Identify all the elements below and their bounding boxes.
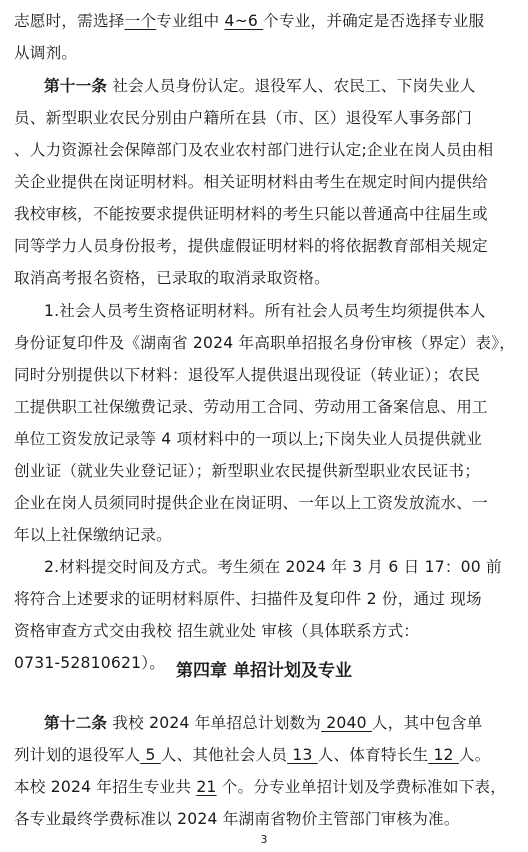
text-segment: 从调剂。 [14,44,78,62]
text-line [14,172,514,192]
underlined-value: 2040 [321,714,372,732]
text-segment: 2.材料提交时间及方式。考生须在 2024 年 3 月 6 日 17：00 前 [44,558,502,576]
text-segment: 各专业最终学费标准以 2024 年湖南省物价主管部门审核为准。 [14,810,460,828]
text-segment: 本校 2024 年招生专业共 [14,778,197,796]
underlined-value: 21 [196,778,217,796]
underlined-value: 4~6 [224,12,264,30]
text-line [14,745,514,765]
text-segment: 个专业，并确定是否选择专业服 [263,12,485,30]
text-segment: 员、新型职业农民分别由户籍所在县（市、区）退役军人事务部门 [14,109,473,127]
text-segment: 同等学力人员身份报考，提供虚假证明材料的将依据教育部相关规定 [14,237,488,255]
text-segment: 人、体育特长生 [317,746,429,764]
text-line [14,333,514,353]
text-line [14,525,514,545]
text-line [44,557,514,577]
text-line [44,76,514,96]
text-line [14,777,514,797]
text-segment: 专业组中 [156,12,225,30]
text-segment: 工提供职工社保缴费记录、劳动用工合同、劳动用工备案信息、用工 [14,398,488,416]
text-segment: 我校 2024 年单招总计划数为 [107,714,322,732]
text-segment: 身份证复印件及《湖南省 2024 年高职单招报名身份审核（界定）表》， [14,334,516,352]
text-segment: 我校审核，不能按要求提供证明材料的考生只能以普通高中往届生或 [14,205,488,223]
text-line [14,589,514,609]
text-segment: 1.社会人员考生资格证明材料。所有社会人员考生均须提供本人 [44,302,486,320]
text-segment: 0731-52810621）。 [14,654,166,672]
text-segment: 关企业提供在岗证明材料。相关证明材料由考生在规定时间内提供给 [14,173,488,191]
text-segment: 列计划的退役军人 [14,746,141,764]
article-label: 第十二条 [44,714,108,732]
text-segment: 人、其他社会人员 [160,746,288,764]
text-segment: 资格审查方式交由我校 招生就业处 审核（具体联系方式： [14,622,420,640]
underlined-value: 12 [428,746,459,764]
text-line [14,809,514,829]
text-segment: 创业证（就业失业登记证）；新型职业农民提供新型职业农民证书； [14,462,481,480]
underlined-value: 5 [140,746,161,764]
text-line [14,397,514,417]
text-segment: 志愿时，需选择 [14,12,125,30]
text-segment: 同时分别提供以下材料：退役军人提供退出现役证（转业证）；农民 [14,366,481,384]
text-segment: 年以上社保缴纳记录。 [14,526,172,544]
text-segment: 个。分专业单招计划及学费标准如下表， [216,778,507,796]
text-line [14,108,514,128]
text-segment: 社会人员身份认定。退役军人、农民工、下岗失业人 [107,77,476,95]
text-segment: 人，其中包含单 [371,714,483,732]
text-segment: 取消高考报名资格，已录取的取消录取资格。 [14,269,330,287]
text-segment: 、人力资源社会保障部门及农业农村部门进行认定;企业在岗人员由相 [14,141,494,159]
text-line [14,11,514,31]
text-line [14,493,514,513]
page-number: 3 [260,833,268,846]
text-line [14,140,514,160]
text-line [44,301,514,321]
chapter-heading: 第四章 单招计划及专业 [176,661,352,681]
text-line [14,43,514,63]
text-segment: 企业在岗人员须同时提供企业在岗证明、一年以上工资发放流水、一 [14,494,488,512]
text-line [14,461,514,481]
article-label: 第十一条 [44,77,108,95]
underlined-value: 一个 [124,12,157,30]
text-line [14,204,514,224]
text-segment: 人。 [458,746,491,764]
text-line [14,621,514,641]
underlined-value: 13 [287,746,318,764]
text-line [14,236,514,256]
text-segment: 将符合上述要求的证明材料原件、扫描件及复印件 2 份，通过 现场 [14,590,482,608]
text-line [14,429,514,449]
text-line [14,268,514,288]
text-line [44,713,514,733]
text-line [14,365,514,385]
text-segment: 单位工资发放记录等 4 项材料中的一项以上;下岗失业人员提供就业 [14,430,483,448]
